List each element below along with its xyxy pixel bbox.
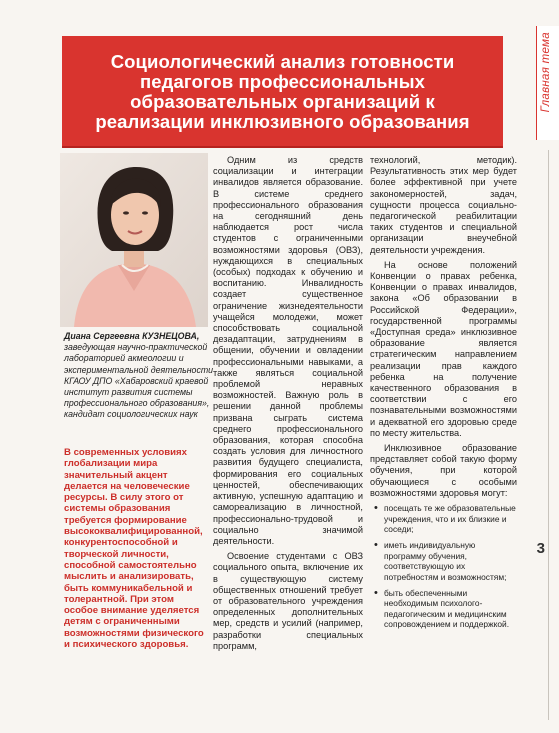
article-title: Социологический анализ готовности педагогов профессиональных образовательных организаций к реализации инклюзивного образования (95, 51, 470, 132)
body-paragraph: технологий, методик). Результативность этих мер будет более эффективной при учете закономерностей, задач, сущности процесса социально-педагогической реабилитации таких студентов и специальной организации внеучебной деятельности учреждения. (370, 155, 517, 255)
bullet-list (370, 503, 517, 629)
list-item: • иметь индивидуальную программу обучения, соответствующую их потребностям и возможностям; (384, 540, 517, 582)
body-paragraph: Освоение студентами с ОВЗ социального опыта, включение их в существующую систему общественных отношений требует от образовательного учреждения определенных дополнительных мер, средств и усилий (например, разработки специальных программ, (213, 551, 363, 651)
body-column-1 (213, 155, 363, 656)
lead-paragraph: В современных условиях глобализации мира значительный акцент делается на человеческие ресурсы. В силу этого от системы образования требуется формирование высококвалифицированной, конкурентоспособной и творческой личности, способной самостоятельно мыслить и анализировать, быть коммуникабельной и толерантной. При этом особое внимание уделяется детям с ограниченными возможностями физического и психического здоровья. (64, 447, 204, 651)
page-number: 3 (536, 540, 545, 557)
author-caption (64, 331, 214, 421)
body-paragraph: Одним из средств социализации и интеграции инвалидов является образование. В системе среднего профессионального образования на сегодняшний день наблюдается рост числа студентов с ограниченными возможностями здоровья (ОВЗ), нуждающихся в специальных (особых) подходах к обучению и воспитанию. Инвалидность создает существенное ограничение жизнедеятельности учащейся молодежи, может способствовать социальной дезадаптации, затруднениям в общении, обучении и овладении профессиональными навыками, а также являться социальной проблемой неравных возможностей. Важную роль в решении данной проблемы призвана сыграть система среднего профессионального образования, которая способна создать условия для личностного развития будущего специалиста, формирования его социальных ценностей, обеспечивающих активную, успешную адаптацию и самореализацию в личностной, профессионально-трудовой и социально значимой деятельности. (213, 155, 363, 546)
author-name: Диана Сергеевна КУЗНЕЦОВА, (64, 331, 200, 341)
body-paragraph: На основе положений Конвенции о правах ребенка, Конвенции о правах инвалидов, закона «Об образовании в Российской Федерации», государственной программы «Доступная среда» инклюзивное образование является стратегическим направлением реализации прав каждого ребенка на получение качественного образования в соответствии с его познавательными возможностями и адекватной его здоровью среде по месту жительства. (370, 259, 517, 438)
section-tab (536, 26, 559, 140)
author-portrait-image (60, 153, 208, 327)
margin-rule (548, 150, 549, 720)
body-paragraph: Инклюзивное образование представляет собой такую форму обучения, при которой обучающиеся с особыми возможностями здоровья могут: (370, 443, 517, 498)
list-item: • посещать те же образовательные учреждения, что и их близкие и соседи; (384, 503, 517, 534)
list-item: • быть обеспеченными необходимым психолого-педагогическим и медицинским сопровождением и поддержкой. (384, 588, 517, 630)
title-banner (62, 36, 503, 148)
author-photo (60, 153, 208, 327)
author-bio: заведующая научно-практической лабораторией акмеологии и экспериментальной деятельности КГАОУ ДПО «Хабаровский краевой институт развития системы профессионального образования», кандидат социологических наук (64, 342, 214, 420)
section-tab-label: Главная тема (540, 32, 552, 113)
body-column-2 (370, 155, 517, 636)
